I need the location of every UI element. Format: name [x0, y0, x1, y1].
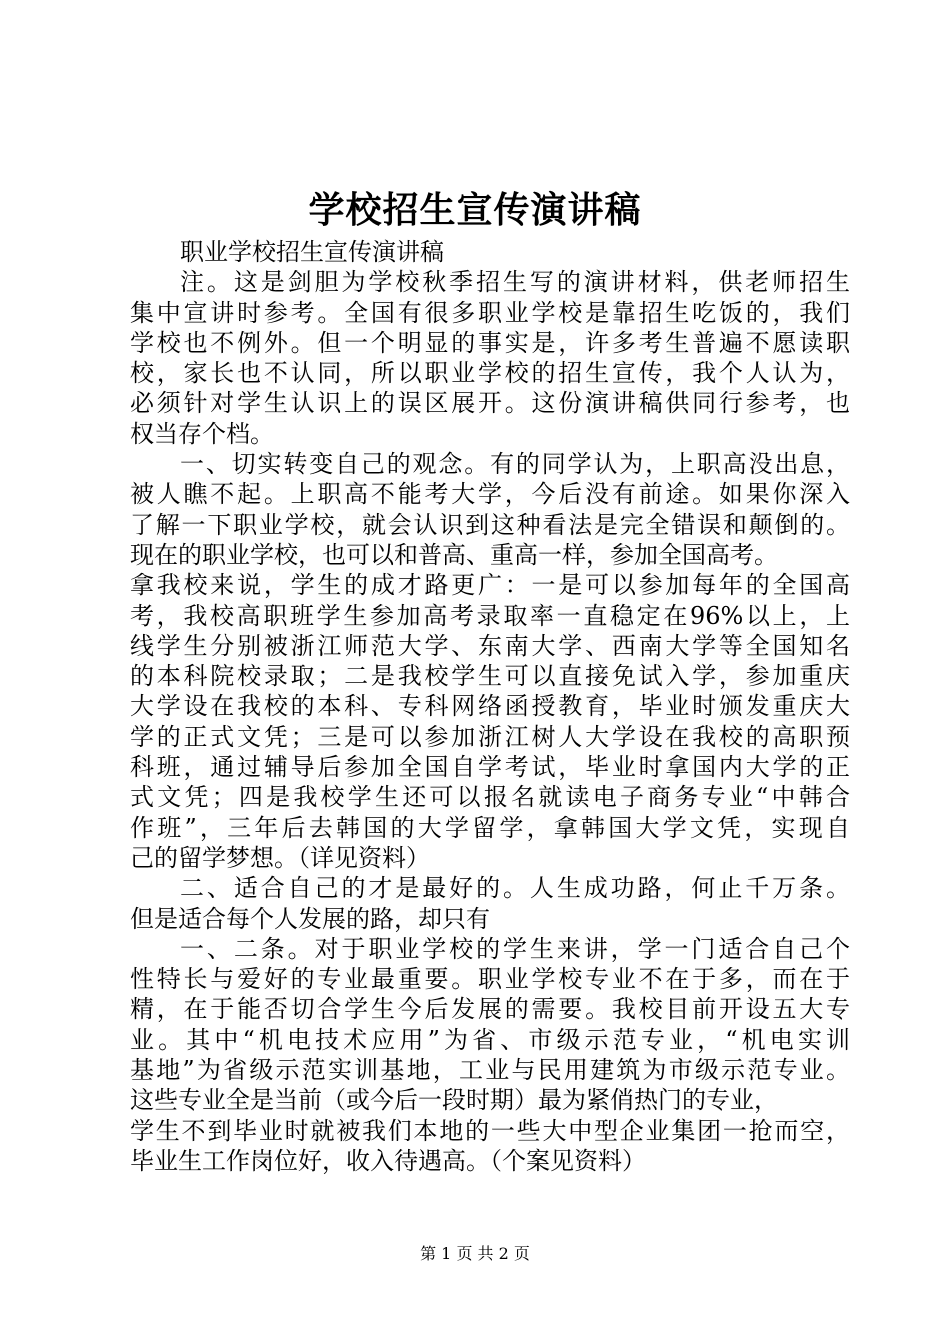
text-line: 被人瞧不起。上职高不能考大学，今后没有前途。如果你深入 [130, 480, 850, 509]
text-line: 了解一下职业学校，就会认识到这种看法是完全错误和颠倒的。 [130, 510, 850, 539]
text-line: 考，我校高职班学生参加高考录取率一直稳定在96%以上，上 [130, 601, 850, 630]
text-line: 作班”，三年后去韩国的大学留学，拿韩国大学文凭，实现自 [130, 813, 850, 842]
text-line: 一、二条。对于职业学校的学生来讲，学一门适合自己个 [180, 934, 850, 963]
text-line: 注。这是剑胆为学校秋季招生写的演讲材料，供老师招生 [180, 268, 850, 297]
page-footer: 第 1 页 共 2 页 [420, 1244, 530, 1263]
text-line: 但是适合每个人发展的路，却只有 [130, 904, 490, 933]
text-line: 学校也不例外。但一个明显的事实是，许多考生普遍不愿读职 [130, 328, 850, 357]
text-line: 业。其中“机电技术应用”为省、市级示范专业，“机电实训 [130, 1025, 850, 1054]
text-line: 二、适合自己的才是最好的。人生成功路，何止千万条。 [180, 874, 850, 903]
text-line: 毕业生工作岗位好，收入待遇高。（个案见资料） [130, 1146, 646, 1175]
subtitle-line: 职业学校招生宣传演讲稿 [180, 238, 444, 266]
text-line: 式文凭；四是我校学生还可以报名就读电子商务专业“中韩合 [130, 783, 850, 812]
text-line: 性特长与爱好的专业最重要。职业学校专业不在于多，而在于 [130, 965, 850, 994]
text-line: 必须针对学生认识上的误区展开。这份演讲稿供同行参考，也 [130, 389, 850, 418]
document-title: 学校招生宣传演讲稿 [308, 189, 642, 231]
text-line: 这些专业全是当前（或今后一段时期）最为紧俏热门的专业， [130, 1086, 778, 1115]
text-line: 科班，通过辅导后参加全国自学考试，毕业时拿国内大学的正 [130, 753, 850, 782]
text-line: 一、切实转变自己的观念。有的同学认为，上职高没出息， [180, 450, 850, 479]
text-line: 权当存个档。 [130, 419, 274, 448]
text-line: 拿我校来说，学生的成才路更广：一是可以参加每年的全国高 [130, 571, 850, 600]
text-line: 己的留学梦想。（详见资料） [130, 843, 430, 872]
text-line: 校，家长也不认同，所以职业学校的招生宣传，我个人认为， [130, 359, 850, 388]
document-body [130, 237, 850, 1176]
text-line: 精，在于能否切合学生今后发展的需要。我校目前开设五大专 [130, 995, 850, 1024]
text-line: 基地”为省级示范实训基地，工业与民用建筑为市级示范专业。 [130, 1056, 850, 1085]
text-line: 集中宣讲时参考。全国有很多职业学校是靠招生吃饭的，我们 [130, 298, 850, 327]
text-line: 大学设在我校的本科、专科网络函授教育，毕业时颁发重庆大 [130, 692, 850, 721]
text-line: 现在的职业学校，也可以和普高、重高一样，参加全国高考。 [130, 540, 778, 569]
text-line: 学生不到毕业时就被我们本地的一些大中型企业集团一抢而空， [130, 1116, 850, 1145]
text-line: 的本科院校录取；二是我校学生可以直接免试入学，参加重庆 [130, 662, 850, 691]
text-line: 线学生分别被浙江师范大学、东南大学、西南大学等全国知名 [130, 631, 850, 660]
text-line: 学的正式文凭；三是可以参加浙江树人大学设在我校的高职预 [130, 722, 850, 751]
